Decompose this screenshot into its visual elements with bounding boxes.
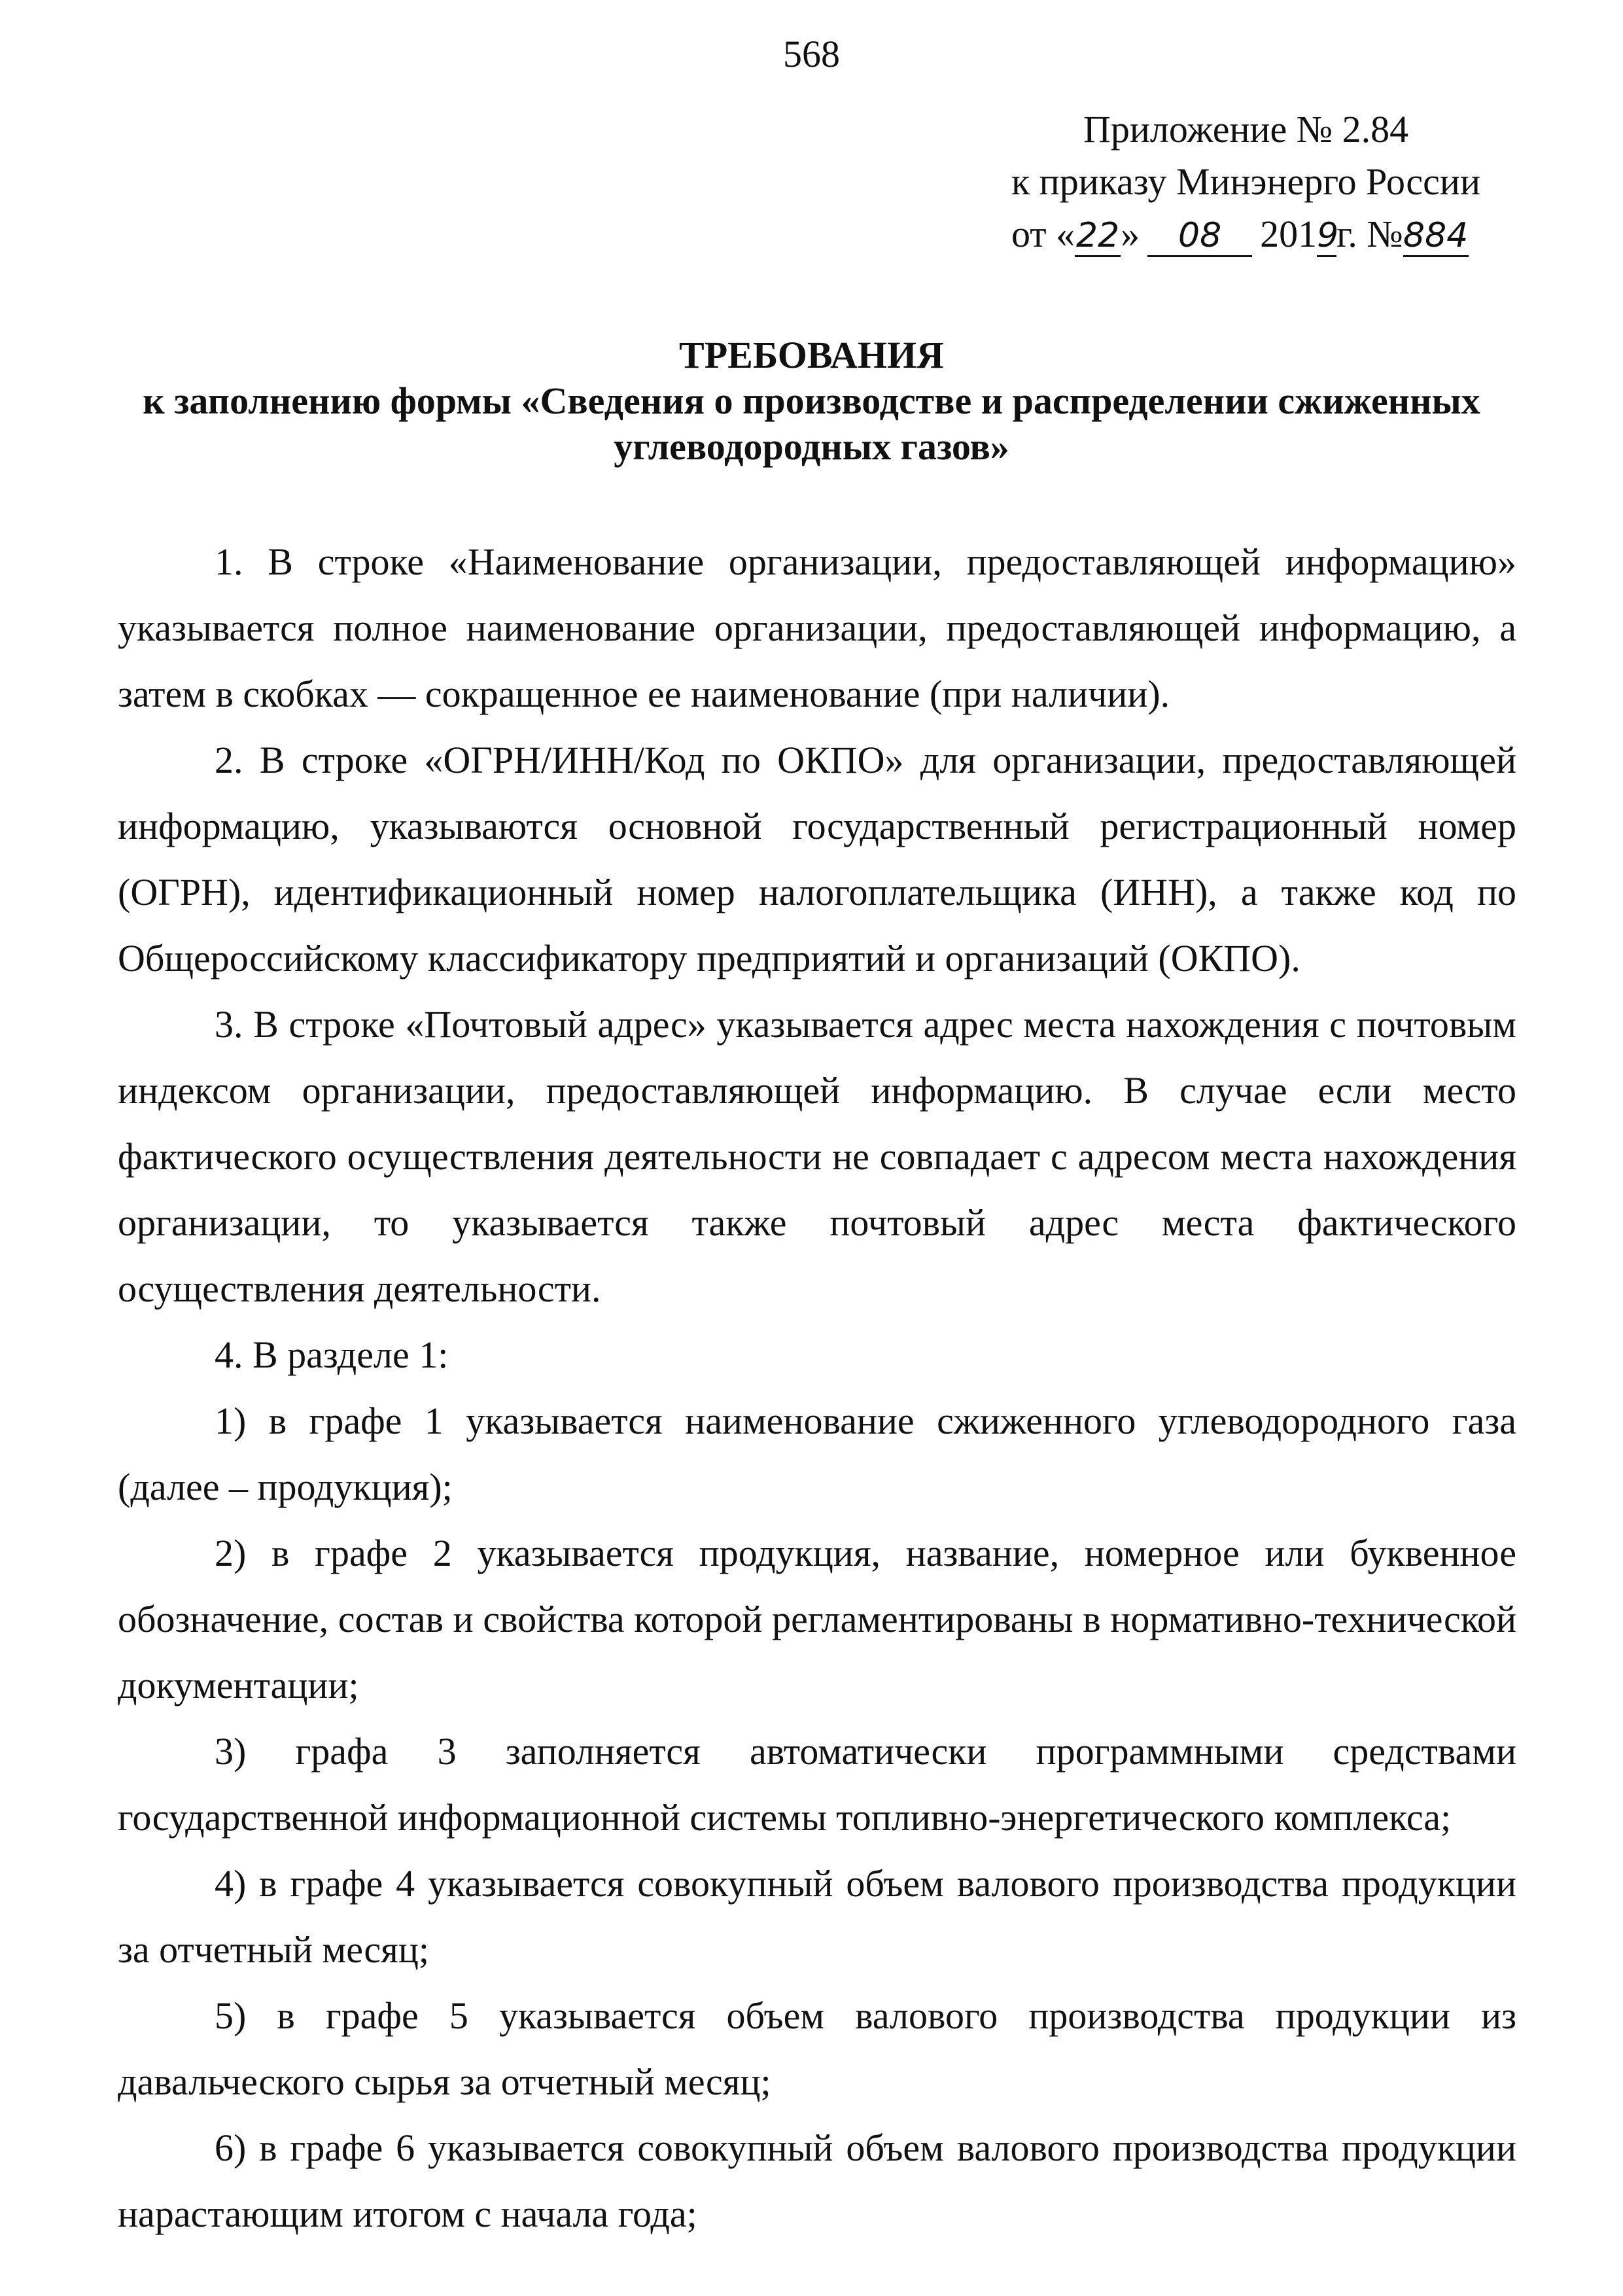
title-heading: ТРЕБОВАНИЯ bbox=[679, 334, 944, 376]
appendix-order-date bbox=[1011, 208, 1480, 260]
paragraph: 3. В строке «Почтовый адрес» указывается адрес места нахождения с почтовым индексом организации, предоставляющей информацию. В случае если место фактического осуществления деятельности не совпадает с адресом места нахождения организации, то указывается также почтовый адрес места фактического осуществления деятельности. bbox=[118, 1003, 1516, 1310]
handwritten-month: 08 bbox=[1147, 216, 1252, 257]
appendix-number: Приложение № 2.84 bbox=[1083, 108, 1409, 150]
document-body bbox=[118, 529, 1516, 2247]
date-mid: » bbox=[1121, 213, 1140, 255]
year-suffix: г. № bbox=[1336, 213, 1403, 255]
paragraph: 4) в графе 4 указывается совокупный объем валового производства продукции за отчетный месяц; bbox=[118, 1862, 1516, 1971]
date-prefix: от « bbox=[1011, 213, 1075, 255]
year-prefix: 201 bbox=[1260, 213, 1318, 255]
appendix-order-ref: к приказу Минэнерго России bbox=[1011, 160, 1480, 203]
paragraph: 5) в графе 5 указывается объем валового производства продукции из давальческого сырья за отчетный месяц; bbox=[118, 1994, 1516, 2103]
handwritten-day: 22 bbox=[1075, 216, 1121, 257]
handwritten-year-digit: 9 bbox=[1317, 216, 1336, 257]
paragraph: 6) в графе 6 указывается совокупный объем валового производства продукции нарастающим итогом с начала года; bbox=[118, 2127, 1516, 2235]
paragraph: 4. В разделе 1: bbox=[215, 1333, 449, 1376]
document-title bbox=[105, 332, 1518, 470]
appendix-header bbox=[1011, 103, 1480, 260]
page-number: 568 bbox=[783, 33, 840, 75]
handwritten-order-number: 884 bbox=[1403, 216, 1469, 257]
paragraph: 1) в графе 1 указывается наименование сжиженного углеводородного газа (далее – продукция); bbox=[118, 1400, 1516, 1508]
paragraph: 1. В строке «Наименование организации, предоставляющей информацию» указывается полное наименование организации, предоставляющей информацию, а затем в скобках — сокращенное ее наименование (при наличии). bbox=[118, 540, 1516, 715]
paragraph: 2. В строке «ОГРН/ИНН/Код по ОКПО» для организации, предоставляющей информацию, указываются основной государственный регистрационный номер (ОГРН), идентификационный номер налогоплательщика (ИНН), а также код по Общероссийскому классификатору предприятий и организаций (ОКПО). bbox=[118, 739, 1516, 980]
paragraph: 2) в графе 2 указывается продукция, название, номерное или буквенное обозначение, состав и свойства которой регламентированы в нормативно-технической документации; bbox=[118, 1532, 1516, 1706]
title-subtitle: к заполнению формы «Сведения о производстве и распределении сжиженных углеводородных газов» bbox=[143, 380, 1480, 468]
paragraph: 3) графа 3 заполняется автоматически программными средствами государственной информационной системы топливно-энергетического комплекса; bbox=[118, 1730, 1516, 1839]
